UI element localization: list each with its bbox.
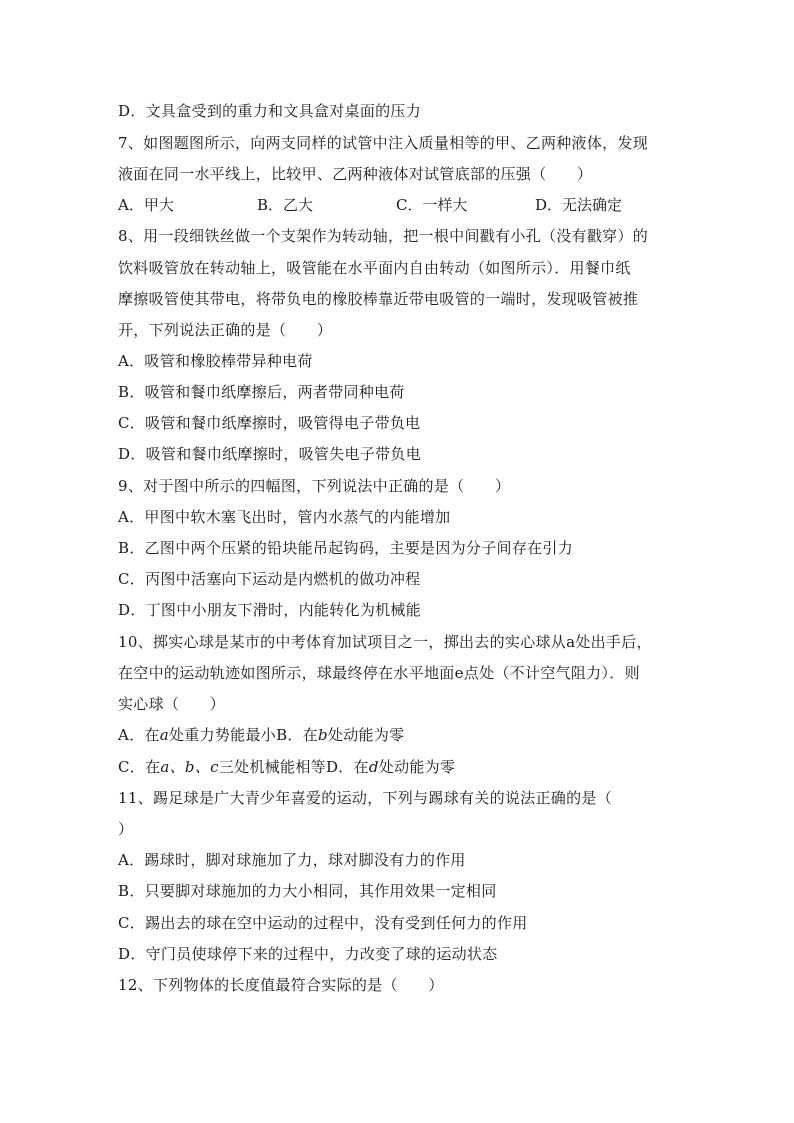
q10-option-a-prefix: A．在: [118, 726, 160, 744]
q8-option-d: D．吸管和餐巾纸摩擦时，吸管失电子带负电: [118, 445, 422, 463]
q7-option-a: A．甲大: [118, 196, 174, 214]
q10-stem-line-1: 10、掷实心球是某市的中考体育加试项目之一，掷出去的实心球从a处出手后，: [118, 633, 652, 651]
q10-var-a: a: [159, 726, 169, 744]
q10-options-row-2: [118, 757, 455, 777]
q10-option-c-prefix: C．在: [118, 758, 161, 776]
q8-option-a: A．吸管和橡胶棒带异种电荷: [118, 352, 313, 370]
q11-option-d: D．守门员使球停下来的过程中，力改变了球的运动状态: [118, 945, 498, 963]
q10-var-b: b: [318, 726, 328, 744]
q7-option-d: D．无法确定: [535, 196, 623, 214]
q11-option-b: B．只要脚对球施加的力大小相同，其作用效果一定相同: [118, 882, 497, 900]
q9-stem: 9、对于图中所示的四幅图，下列说法中正确的是（ ）: [118, 477, 511, 495]
q10-stem-line-2: 在空中的运动轨迹如图所示，球最终停在水平地面e点处（不计空气阻力）．则: [118, 664, 640, 682]
q10-option-d-rest: 处动能为零: [378, 758, 456, 776]
q11-option-c: C．踢出去的球在空中运动的过程中，没有受到任何力的作用: [118, 914, 528, 932]
q11-stem-line-2: ）: [118, 820, 134, 838]
q11-option-a: A．踢球时，脚对球施加了力，球对脚没有力的作用: [118, 851, 466, 869]
q7-stem-line-1: 7、如图题图所示，向两支同样的试管中注入质量相等的甲、乙两种液体，发现: [118, 134, 649, 152]
q9-option-d: D．丁图中小朋友下滑时，内能转化为机械能: [118, 601, 422, 619]
q8-option-b: B．吸管和餐巾纸摩擦后，两者带同种电荷: [118, 383, 405, 401]
q9-option-a: A．甲图中软木塞飞出时，管内水蒸气的内能增加: [118, 508, 451, 526]
q9-option-c: C．丙图中活塞向下运动是内燃机的做功冲程: [118, 570, 421, 588]
q8-stem-line-2: 饮料吸管放在转动轴上，吸管能在水平面内自由转动（如图所示）．用餐巾纸: [118, 259, 631, 277]
q11-stem-line-1: 11、踢足球是广大青少年喜爱的运动，下列与踢球有关的说法正确的是（: [118, 789, 612, 807]
q10-option-c-rest: 三处机械能相等D．在: [218, 758, 369, 776]
q9-option-b: B．乙图中两个压紧的铅块能吊起钩码，主要是因为分子间存在引力: [118, 539, 574, 557]
q8-stem-line-4: 开，下列说法正确的是（ ）: [118, 321, 333, 339]
q10-stem-line-3: 实心球（ ）: [118, 695, 226, 713]
q7-option-c: C．一样大: [396, 196, 468, 214]
q10-option-a-rest: 处重力势能最小B．在: [168, 726, 319, 744]
q12-stem: 12、下列物体的长度值最符合实际的是（ ）: [118, 976, 444, 994]
q10-vars-abc: a、b、c: [160, 758, 219, 776]
q8-stem-line-3: 摩擦吸管使其带电，将带负电的橡胶棒靠近带电吸管的一端时，发现吸管被推: [118, 290, 639, 308]
q10-option-b-rest: 处动能为零: [327, 726, 405, 744]
q7-option-b: B．乙大: [257, 196, 314, 214]
q10-var-d: d: [368, 758, 379, 776]
q6-option-d: D．文具盒受到的重力和文具盒对桌面的压力: [118, 102, 422, 120]
q10-options-row-1: [118, 725, 404, 745]
q8-option-c: C．吸管和餐巾纸摩擦时，吸管得电子带负电: [118, 414, 421, 432]
q7-stem-line-2: 液面在同一水平线上，比较甲、乙两种液体对试管底部的压强（ ）: [118, 165, 593, 183]
q8-stem-line-1: 8、用一段细铁丝做一个支架作为转动轴，把一根中间戳有小孔（没有戳穿）的: [118, 227, 649, 245]
